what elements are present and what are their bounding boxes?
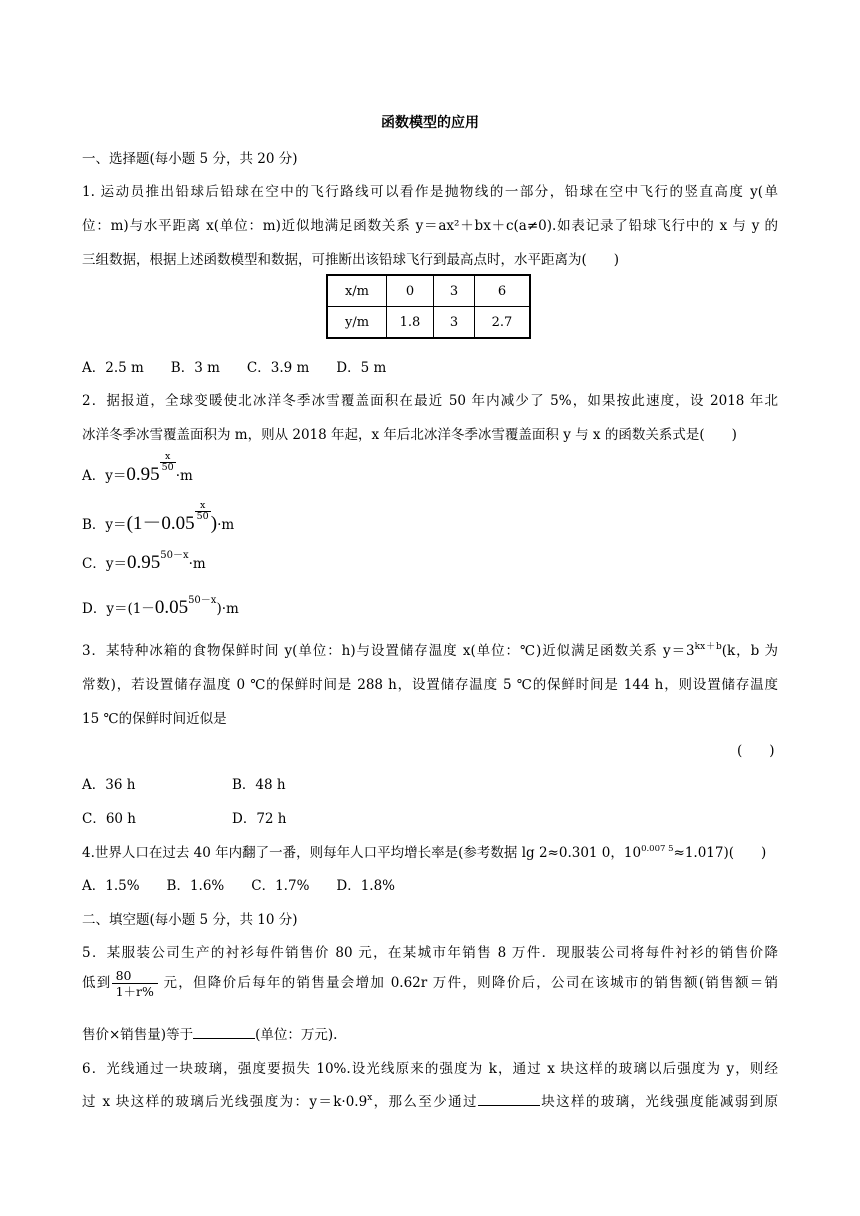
math-base: 0.05	[154, 597, 189, 618]
q5-text: 低到	[82, 975, 112, 991]
exponent: 50－x	[188, 595, 217, 606]
math-base: 0.95	[126, 552, 161, 573]
q1-line-2: 位：m)与水平距离 x(单位：m)近似地满足函数关系 y＝ax²＋bx＋c(a≠0).如表记录了铅球飞行中的 x 与 y 的	[82, 218, 778, 234]
exponent-denominator: 50	[196, 511, 209, 522]
q2-option-c	[82, 552, 206, 574]
table-row	[327, 275, 530, 307]
q3-option-b: B．48 h	[232, 777, 286, 793]
math-base: 0.95	[126, 464, 160, 485]
exponent: 0.007 5	[641, 844, 674, 854]
q1-data-table	[326, 274, 531, 339]
exponent-fraction	[195, 501, 211, 522]
q2-option-d	[82, 597, 239, 619]
q6-line-2	[82, 1090, 778, 1110]
fraction-denominator: 1＋r%	[115, 984, 154, 999]
q5-line-2	[82, 968, 778, 999]
table-cell: 2.7	[475, 307, 531, 339]
math-close: )	[210, 513, 218, 534]
exponent: kx＋b	[694, 642, 722, 652]
q3-option-a: A．36 h	[82, 777, 136, 793]
exponent-denominator: 50	[161, 462, 174, 473]
math-open: (1－	[126, 513, 162, 534]
table-cell: 3	[434, 307, 475, 339]
q3-answer-paren: ( )	[737, 743, 775, 759]
q3-text: 3．某特种冰箱的食物保鲜时间 y(单位：h)与设置储存温度 x(单位：℃)近似满足函数关系 y＝3	[82, 643, 695, 659]
q5-text-tail: (单位：万元).	[255, 1027, 338, 1043]
q6-text-tail: 块这样的玻璃，光线强度能减弱到原	[539, 1094, 778, 1110]
q4-text: 4.世界人口在过去 40 年内翻了一番，则每年人口平均增长率是(参考数据 lg 2≈0.301 0，10	[82, 845, 642, 861]
math-suffix: ·m	[175, 468, 193, 484]
q6-text-mid: ，那么至少通过	[372, 1094, 478, 1110]
fraction-numerator: 80	[112, 968, 158, 984]
exponent-numerator: x	[195, 501, 211, 512]
q3-text-tail: (k，b 为	[721, 643, 778, 659]
table-cell: 3	[434, 275, 475, 307]
table-cell: 0	[387, 275, 434, 307]
q6-line-1: 6．光线通过一块玻璃，强度要损失 10%.设光线原来的强度为 k，通过 x 块这样的玻璃以后强度为 y，则经	[82, 1061, 778, 1077]
table-cell: y/m	[327, 307, 387, 339]
q3-line-2: 常数)，若设置储存温度 0 ℃的保鲜时间是 288 h，设置储存温度 5 ℃的保鲜时间是 144 h，则设置储存温度	[82, 677, 778, 693]
q4-options: A．1.5% B．1.6% C．1.7% D．1.8%	[82, 878, 396, 894]
section-heading-choice: 一、选择题(每小题 5 分，共 20 分)	[82, 151, 298, 167]
table-cell: 1.8	[387, 307, 434, 339]
answer-blank[interactable]	[478, 1092, 540, 1106]
q5-line-1: 5．某服装公司生产的衬衫每件销售价 80 元，在某城市年销售 8 万件．现服装公司将每件衬衫的销售价降	[82, 945, 778, 961]
exponent: 50－x	[160, 550, 189, 561]
option-label: D．y＝(1－	[82, 601, 155, 617]
answer-blank[interactable]	[193, 1025, 255, 1039]
math-suffix: ·m	[188, 556, 206, 572]
math-base: 0.05	[161, 513, 195, 534]
q3-option-d: D．72 h	[232, 811, 287, 827]
exponent-fraction	[160, 452, 176, 473]
math-suffix: ·m	[217, 517, 235, 533]
option-label: B．y＝	[82, 517, 127, 533]
q2-line-2: 冰洋冬季冰雪覆盖面积为 m，则从 2018 年起，x 年后北冰洋冬季冰雪覆盖面积 y 与 x 的函数关系式是( )	[82, 427, 737, 443]
q3-line-3: 15 ℃的保鲜时间近似是	[82, 711, 227, 727]
q4-text-tail: ≈1.017)( )	[673, 845, 767, 861]
q4-line-1	[82, 841, 766, 861]
q3-line-1	[82, 639, 778, 659]
option-label: A．y＝	[82, 468, 127, 484]
table-cell: 6	[475, 275, 531, 307]
q2-option-b	[82, 500, 235, 536]
q2-line-1: 2．据报道，全球变暖使北冰洋冬季冰雪覆盖面积在最近 50 年内减少了 5%，如果按此速度，设 2018 年北	[82, 393, 778, 409]
q1-options: A．2.5 m B．3 m C．3.9 m D．5 m	[82, 360, 387, 376]
price-fraction	[112, 968, 158, 999]
q5-text: 售价×销售量)等于	[82, 1027, 194, 1043]
q3-option-c: C．60 h	[82, 811, 136, 827]
table-cell: x/m	[327, 275, 387, 307]
q1-line-3: 三组数据，根据上述函数模型和数据，可推断出该铅球飞行到最高点时，水平距离为( )	[82, 252, 620, 268]
math-suffix: )·m	[216, 601, 239, 617]
section-heading-fill: 二、填空题(每小题 5 分，共 10 分)	[82, 912, 298, 928]
q2-option-a	[82, 451, 193, 487]
q5-line-3	[82, 1023, 337, 1043]
q6-text: 过 x 块这样的玻璃后光线强度为：y＝k·0.9	[82, 1094, 368, 1110]
q5-text-tail: 元，但降价后每年的销售量会增加 0.62r 万件，则降价后，公司在该城市的销售额(销售额＝销	[157, 975, 778, 991]
table-row	[327, 307, 530, 339]
exponent: x	[367, 1093, 373, 1103]
option-label: C．y＝	[82, 556, 127, 572]
exponent-numerator: x	[160, 452, 176, 463]
q1-line-1: 1. 运动员推出铅球后铅球在空中的飞行路线可以看作是抛物线的一部分，铅球在空中飞行的竖直高度 y(单	[82, 184, 778, 200]
page-title: 函数模型的应用	[381, 115, 479, 131]
